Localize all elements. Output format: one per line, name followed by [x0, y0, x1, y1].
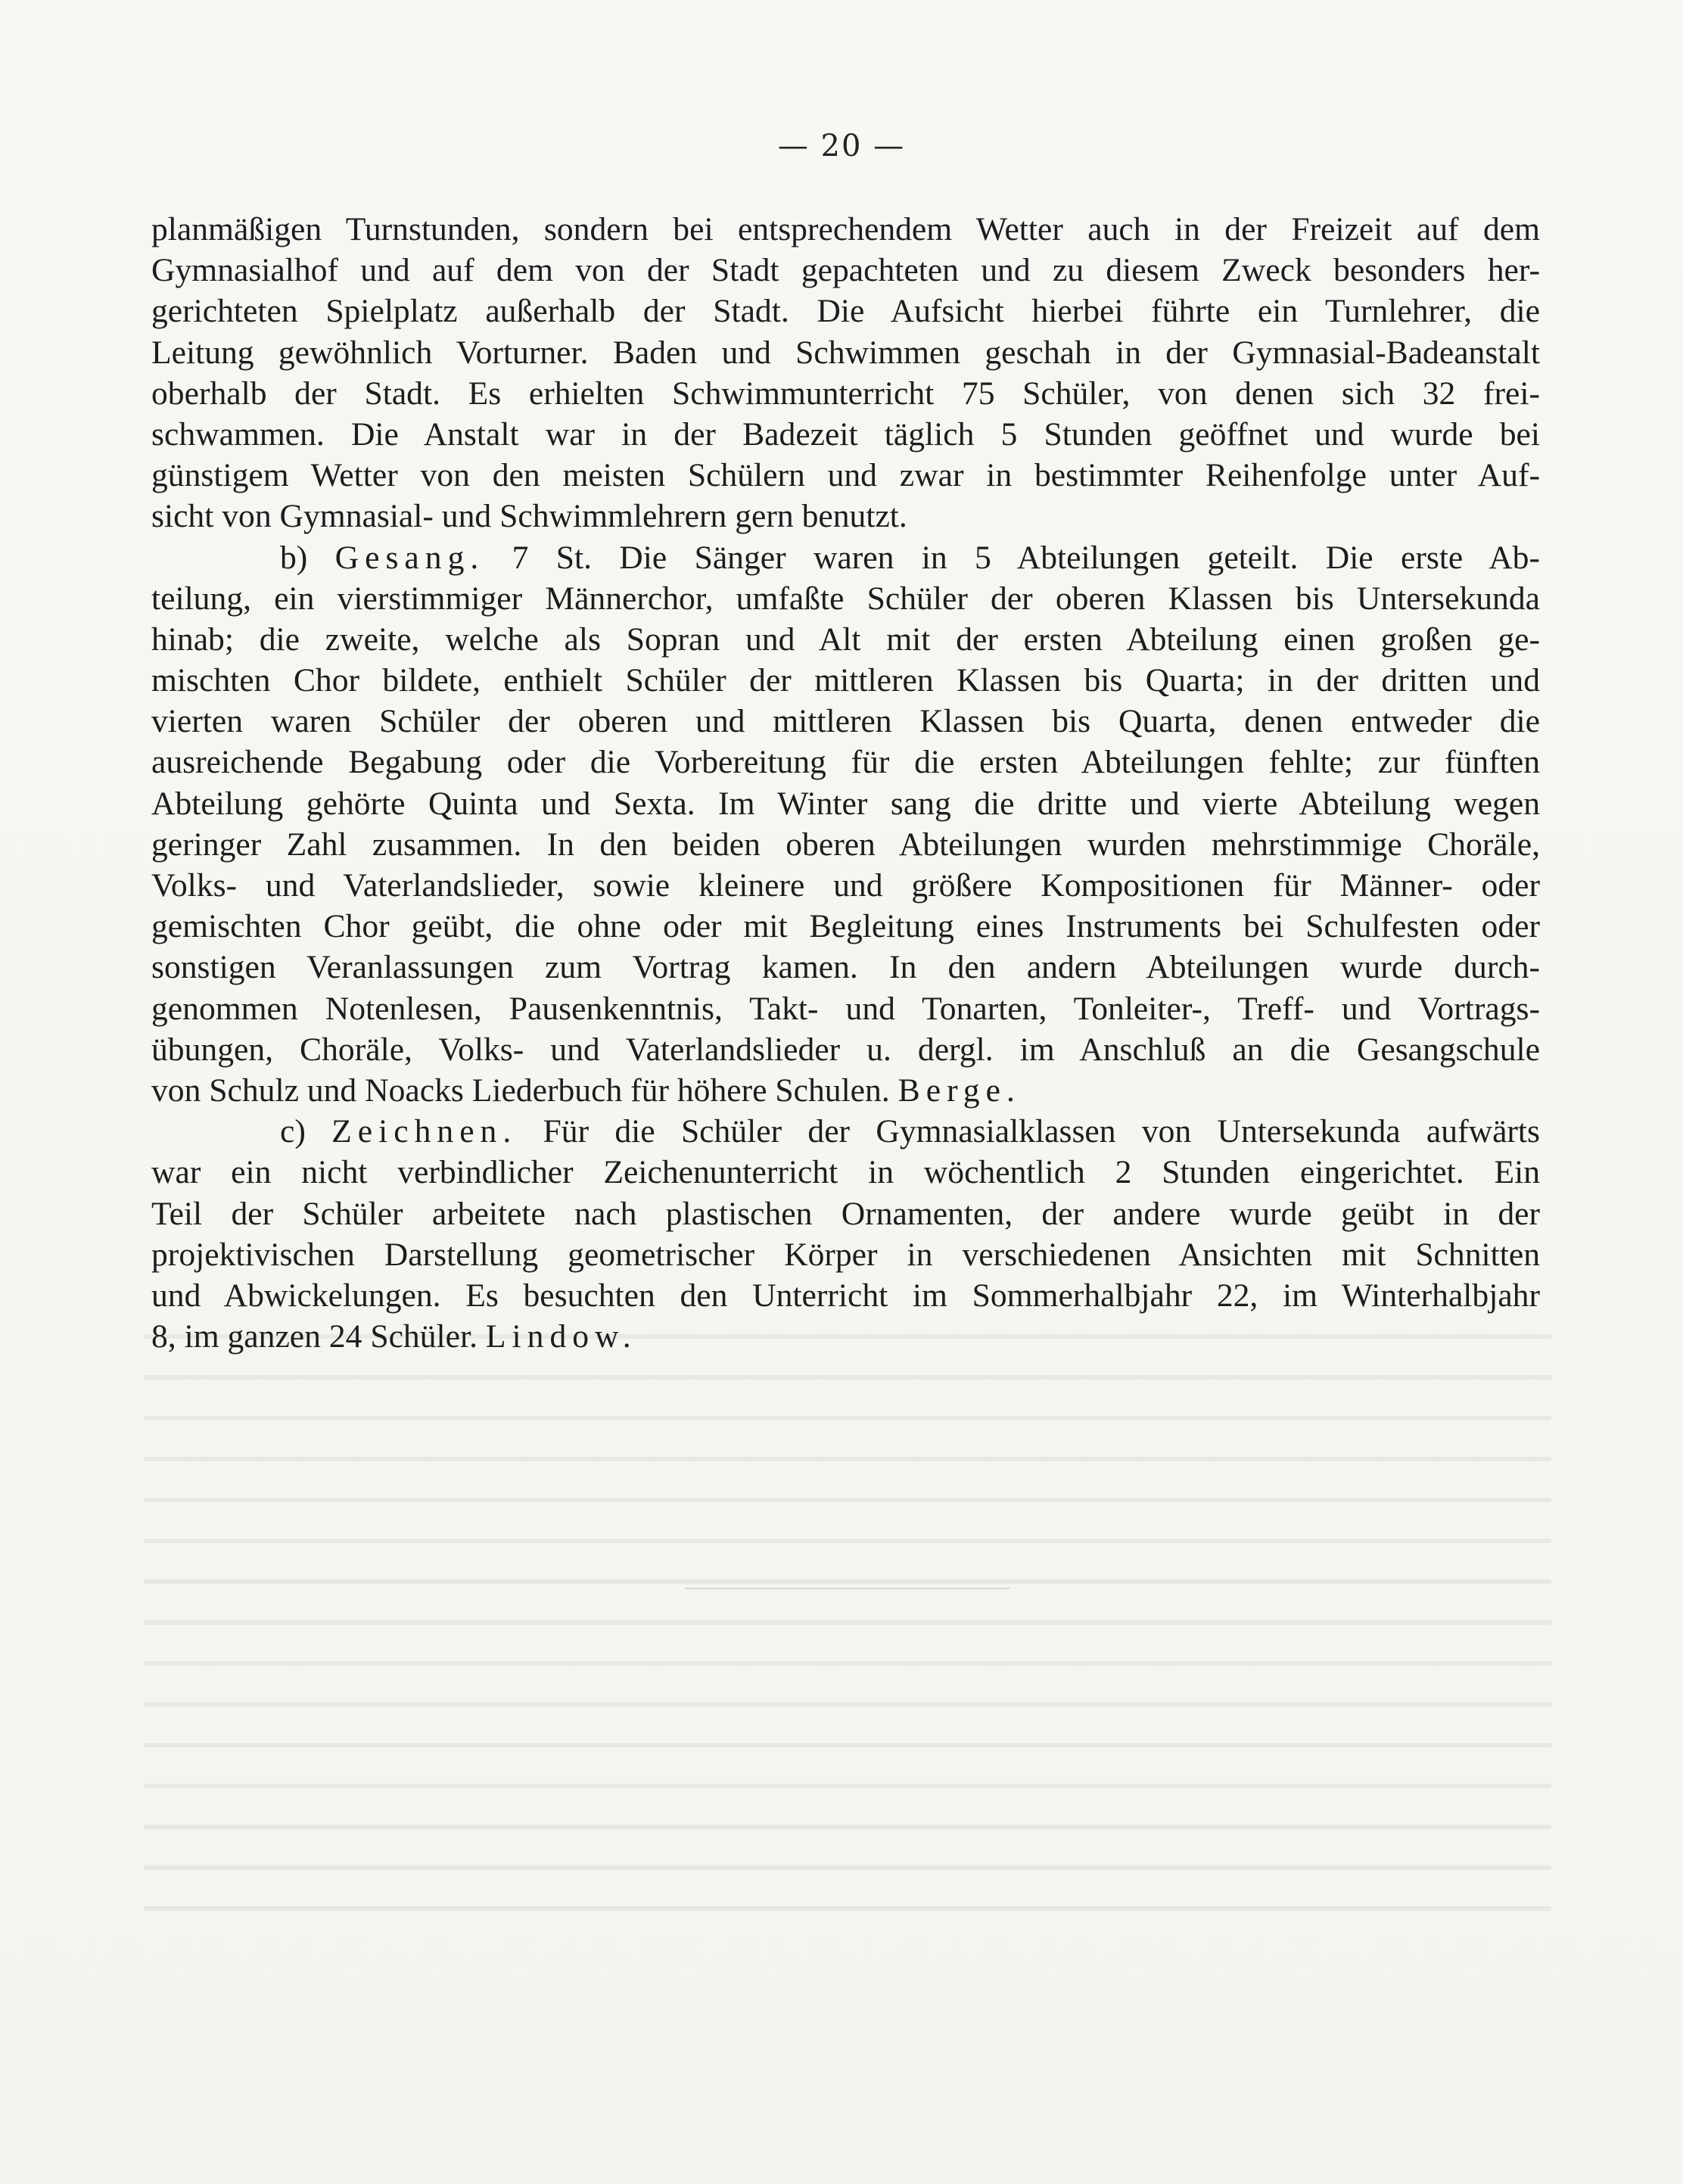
text-line: Gymnasialhof und auf dem von der Stadt gepachteten und zu diesem Zweck besonders her- — [151, 252, 1540, 289]
bleed-through-texture — [144, 1305, 1551, 1926]
author-signature-lindow: Lindow. — [485, 1318, 637, 1355]
text-line: oberhalb der Stadt. Es erhielten Schwimmunterricht 75 Schüler, von denen sich 32 frei- — [151, 375, 1540, 412]
text-line: vierten waren Schüler der oberen und mittleren Klassen bis Quarta, denen entweder die — [151, 703, 1540, 740]
text-line: hinab; die zweite, welche als Sopran und Alt mit der ersten Abteilung einen großen ge- — [151, 621, 1540, 658]
text-line: Teil der Schüler arbeitete nach plastischen Ornamenten, der andere wurde geübt in der — [151, 1195, 1540, 1232]
text-line: geringer Zahl zusammen. In den beiden oberen Abteilungen wurden mehrstimmige Choräle, — [151, 826, 1540, 863]
text-line: 8, im ganzen 24 Schüler. Lindow. — [151, 1318, 637, 1355]
author-signature-berge: Berge. — [897, 1072, 1021, 1109]
text-line: genommen Notenlesen, Pausenkenntnis, Takt- und Tonarten, Tonleiter-, Treff- und Vortrags- — [151, 990, 1540, 1027]
text-line: mischten Chor bildete, enthielt Schüler der mittleren Klassen bis Quarta; in der dritten und — [151, 662, 1540, 699]
text-line: projektivischen Darstellung geometrischer Körper in verschiedenen Ansichten mit Schnitten — [151, 1236, 1540, 1273]
text-line: sicht von Gymnasial- und Schwimmlehrern gern benutzt. — [151, 498, 907, 535]
text-line: ausreichende Begabung oder die Vorbereitung für die ersten Abteilungen fehlte; zur fünften — [151, 744, 1540, 781]
text-line: Abteilung gehörte Quinta und Sexta. Im Winter sang die dritte und vierte Abteilung wegen — [151, 785, 1540, 822]
text-line: übungen, Choräle, Volks- und Vaterlandslieder u. dergl. im Anschluß an die Gesangschule — [151, 1031, 1540, 1068]
text-line: Leitung gewöhnlich Vorturner. Baden und Schwimmen geschah in der Gymnasial-Badeanstalt — [151, 334, 1540, 371]
text-line: Volks- und Vaterlandslieder, sowie kleinere und größere Kompositionen für Männer- oder — [151, 867, 1540, 904]
section-heading-gesang: b) Gesang. 7 St. Die Sänger waren in 5 Abteilungen geteilt. Die erste Ab- — [280, 539, 1540, 576]
text-line: schwammen. Die Anstalt war in der Badezeit täglich 5 Stunden geöffnet und wurde bei — [151, 415, 1540, 453]
text-line: gerichteten Spielplatz außerhalb der Stadt. Die Aufsicht hierbei führte ein Turnlehrer, die — [151, 293, 1540, 330]
body-text — [151, 209, 1540, 1357]
text-line: sonstigen Veranlassungen zum Vortrag kamen. In den andern Abteilungen wurde durch- — [151, 949, 1540, 986]
section-heading-zeichnen: c) Zeichnen. Für die Schüler der Gymnasialklassen von Untersekunda aufwärts — [280, 1113, 1540, 1150]
page-number: — 20 — — [777, 129, 906, 163]
text-line: von Schulz und Noacks Liederbuch für höhere Schulen. Berge. — [151, 1072, 1021, 1109]
text-line: und Abwickelungen. Es besuchten den Unterricht im Sommerhalbjahr 22, im Winterhalbjahr — [151, 1277, 1540, 1314]
faint-rule — [685, 1588, 1010, 1589]
text-line: war ein nicht verbindlicher Zeichenunterricht in wöchentlich 2 Stunden eingerichtet. Ein — [151, 1154, 1540, 1191]
text-line: gemischten Chor geübt, die ohne oder mit Begleitung eines Instruments bei Schulfesten oder — [151, 908, 1540, 945]
text-line: teilung, ein vierstimmiger Männerchor, umfaßte Schüler der oberen Klassen bis Untersekunda — [151, 580, 1540, 617]
text-line: günstigem Wetter von den meisten Schülern und zwar in bestimmter Reihenfolge unter Auf- — [151, 457, 1540, 494]
text-line: planmäßigen Turnstunden, sondern bei entsprechendem Wetter auch in der Freizeit auf dem — [151, 211, 1540, 247]
